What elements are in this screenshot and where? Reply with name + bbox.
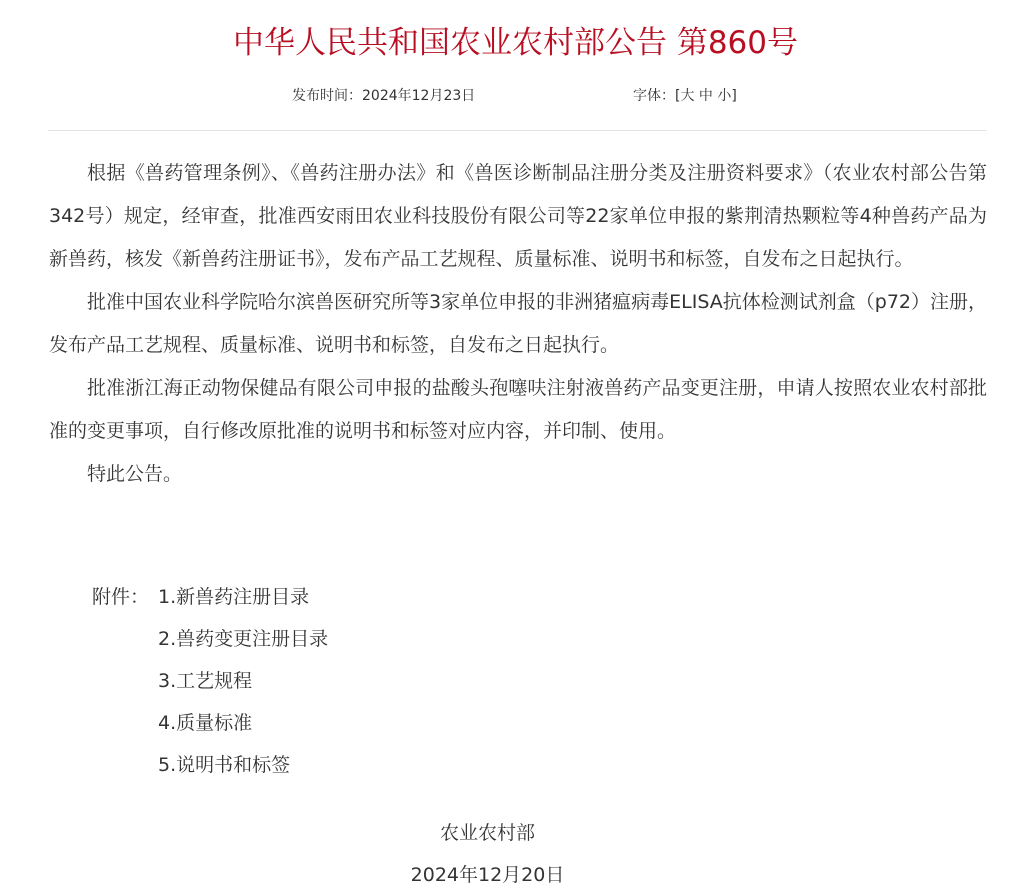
- closing-paragraph: 特此公告。: [87, 463, 183, 485]
- publish-label: 发布时间：: [292, 88, 362, 104]
- font-bracket-close: ]: [731, 88, 737, 104]
- attachment-item[interactable]: 5.说明书和标签: [158, 754, 291, 776]
- issuer-name: 农业农村部: [439, 822, 535, 844]
- attachments-label: 附件：: [92, 586, 150, 608]
- announcement-body: [49, 152, 987, 496]
- body-paragraph: 批准浙江海正动物保健品有限公司申报的盐酸头孢噻呋注射液兽药产品变更注册，申请人按照农业农村部批准的变更事项，自行修改原批准的说明书和标签对应内容，并印制、使用。: [49, 377, 987, 442]
- font-size-large-link[interactable]: 大: [680, 88, 695, 104]
- attachment-item[interactable]: 1.新兽药注册目录: [158, 586, 310, 608]
- publish-info: [292, 86, 475, 106]
- attachments-list: [158, 576, 328, 786]
- attachment-item[interactable]: 4.质量标准: [158, 712, 253, 734]
- header-divider: [48, 130, 987, 131]
- signature-block: [0, 812, 975, 896]
- attachment-item[interactable]: 2.兽药变更注册目录: [158, 628, 329, 650]
- attachment-item[interactable]: 3.工艺规程: [158, 670, 253, 692]
- publish-date: 2024年12月23日: [362, 88, 476, 104]
- page-title: 中华人民共和国农业农村部公告 第860号: [232, 25, 799, 61]
- font-size-switcher: [633, 86, 737, 106]
- font-bracket-open: [: [675, 88, 681, 104]
- body-paragraph: 根据《兽药管理条例》、《兽药注册办法》和《兽医诊断制品注册分类及注册资料要求》（农业农村部公告第342号）规定，经审查，批准西安雨田农业科技股份有限公司等22家单位申报的紫荆清热颗粒等4种兽药产品为新兽药，核发《新兽药注册证书》，发布产品工艺规程、质量标准、说明书和标签，自发布之日起执行。: [49, 162, 987, 270]
- font-size-medium-link[interactable]: 中: [698, 88, 713, 104]
- body-paragraph: 批准中国农业科学院哈尔滨兽医研究所等3家单位申报的非洲猪瘟病毒ELISA抗体检测试剂盒（p72）注册，发布产品工艺规程、质量标准、说明书和标签，自发布之日起执行。: [49, 291, 987, 356]
- font-size-small-link[interactable]: 小: [717, 88, 732, 104]
- signature-date: 2024年12月20日: [410, 864, 565, 886]
- font-size-label: 字体：: [633, 88, 675, 104]
